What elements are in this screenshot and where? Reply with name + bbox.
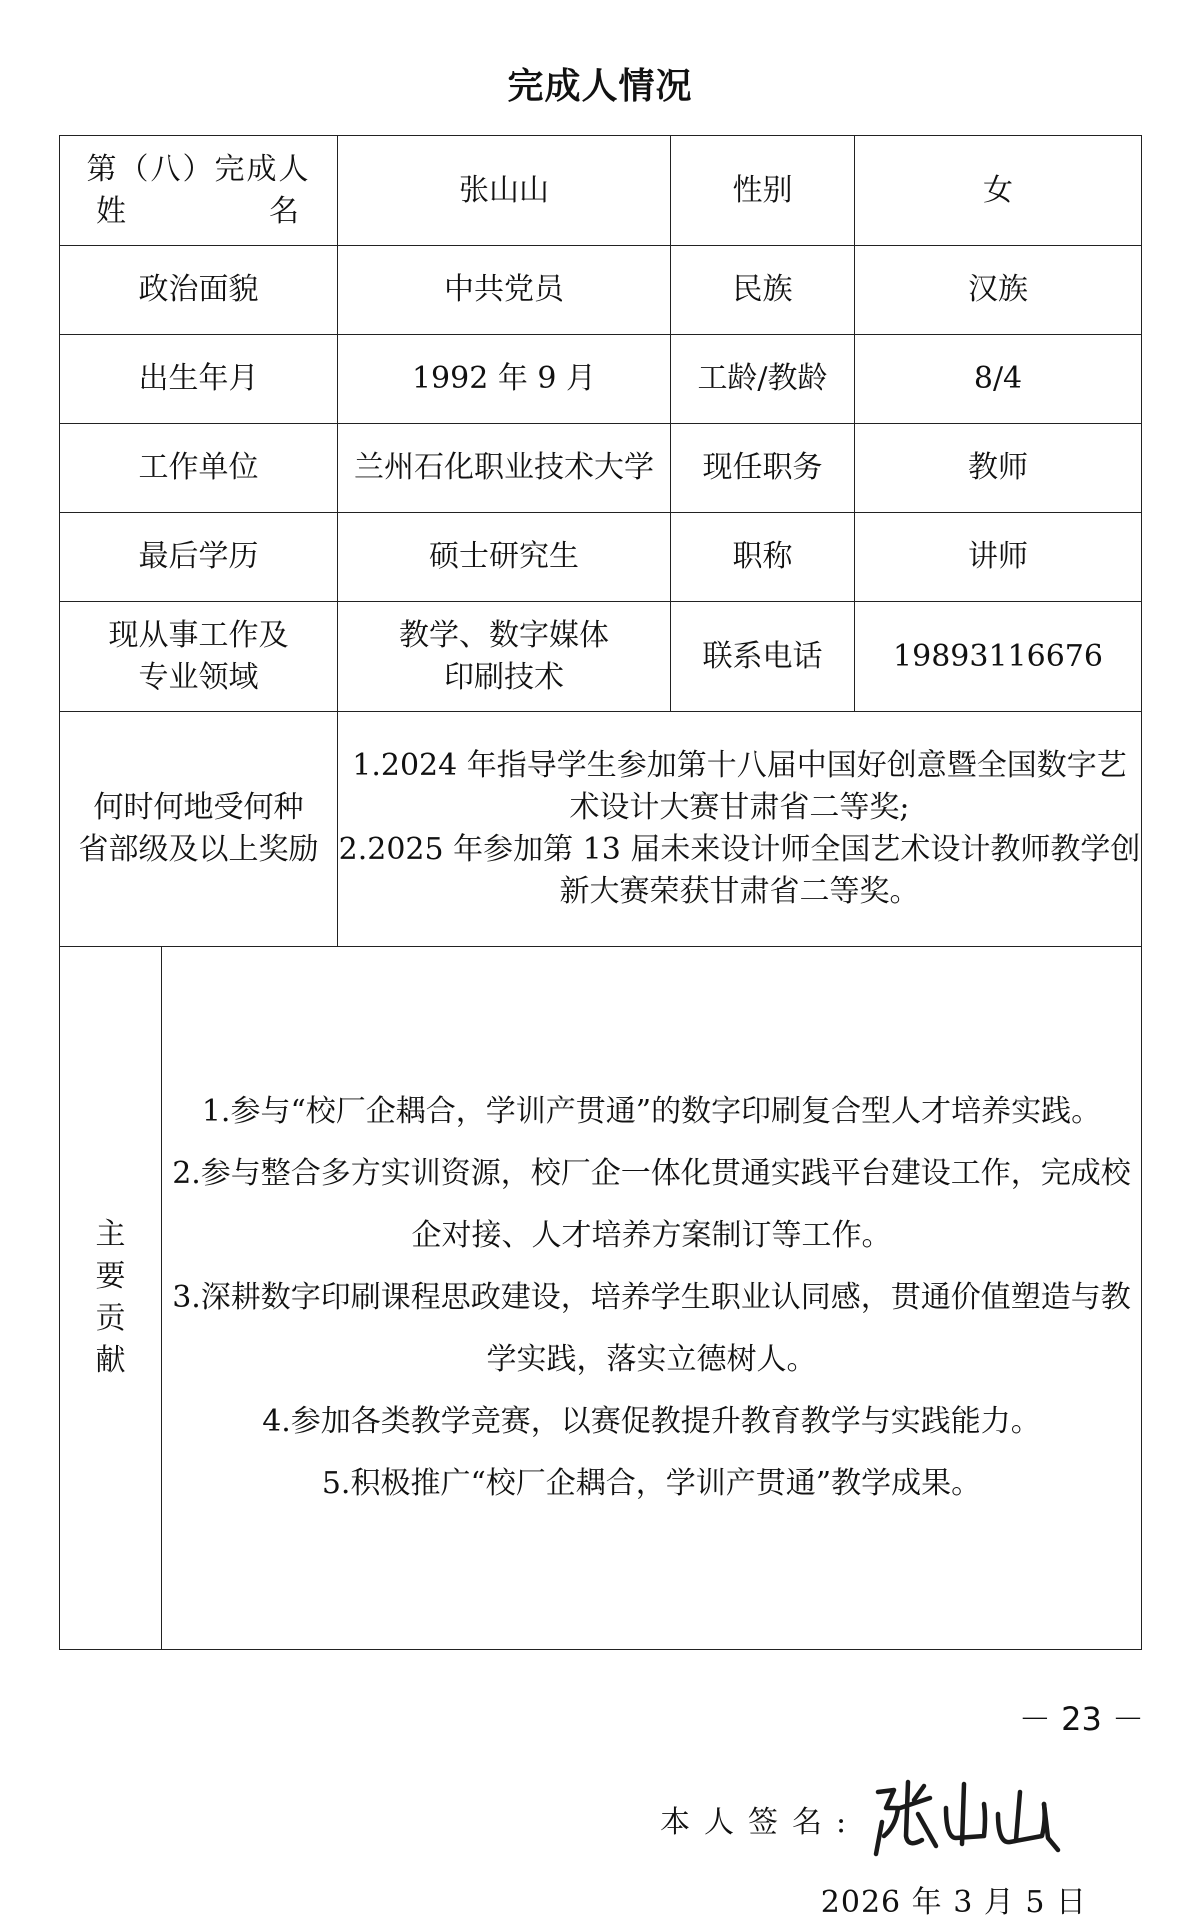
contribution-item: 3.深耕数字印刷课程思政建设，培养学生职业认同感，贯通价值塑造与教学实践，落实立德树人。 [172, 1280, 1131, 1377]
name-label-char-b: 名 [269, 193, 299, 229]
contribution-item: 5.积极推广“校厂企耦合，学训产贯通”教学成果。 [321, 1466, 982, 1501]
birth-value: 1992 年 9 月 [338, 335, 671, 424]
signature-date: 2026 年 3 月 5 日 [820, 1885, 1087, 1920]
name-value: 张山山 [338, 136, 671, 246]
contributions-list [162, 1081, 1141, 1515]
phone-value: 19893116676 [855, 602, 1142, 712]
table-row [60, 246, 1142, 335]
table-row [60, 947, 1142, 1650]
name-label-char-a: 姓 [96, 193, 126, 229]
contribution-item: 2.参与整合多方实训资源，校厂企一体化贯通实践平台建设工作，完成校企对接、人才培养方案制订等工作。 [172, 1156, 1131, 1253]
handwritten-signature [872, 1774, 1062, 1864]
field-label [60, 602, 338, 712]
table-row [60, 424, 1142, 513]
field-value-line2: 印刷技术 [444, 659, 564, 695]
gender-label: 性别 [671, 136, 855, 246]
field-label-line2: 专业领域 [138, 659, 259, 695]
education-value: 硕士研究生 [338, 513, 671, 602]
politics-label: 政治面貌 [60, 246, 338, 335]
contributions-label-char: 要 [95, 1259, 126, 1294]
signature-label: 本人签名: [660, 1805, 861, 1840]
phone-label: 联系电话 [671, 602, 855, 712]
name-label-line1: 第（八）完成人 [86, 151, 311, 187]
signature-row [162, 1782, 1141, 1862]
title-value: 讲师 [855, 513, 1142, 602]
award-item: 1.2024 年指导学生参加第十八届中国好创意暨全国数字艺术设计大赛甘肃省二等奖; [352, 748, 1127, 825]
gender-value: 女 [855, 136, 1142, 246]
awards-value [338, 712, 1142, 947]
seniority-label: 工龄/教龄 [671, 335, 855, 424]
seniority-value: 8/4 [855, 335, 1142, 424]
birth-label: 出生年月 [60, 335, 338, 424]
page-number: － 23 － [1018, 1700, 1144, 1738]
table-row [60, 335, 1142, 424]
contributions-label-char: 献 [95, 1343, 126, 1378]
politics-value: 中共党员 [338, 246, 671, 335]
table-row [60, 513, 1142, 602]
awards-label-line1: 何时何地受何种 [93, 790, 304, 825]
table-row [60, 602, 1142, 712]
page-title: 完成人情况 [507, 66, 693, 107]
ethnicity-label: 民族 [671, 246, 855, 335]
contribution-item: 4.参加各类教学竞赛，以赛促教提升教育教学与实践能力。 [262, 1404, 1041, 1439]
name-label-line2 [60, 191, 337, 233]
table-row [60, 136, 1142, 246]
contributions-label-char: 主 [95, 1217, 126, 1252]
award-item: 2.2025 年参加第 13 届未来设计师全国艺术设计教师教学创新大赛荣获甘肃省二等奖。 [338, 832, 1141, 909]
ethnicity-value: 汉族 [855, 246, 1142, 335]
field-value-line1: 教学、数字媒体 [399, 617, 609, 653]
field-value [338, 602, 671, 712]
employer-label: 工作单位 [60, 424, 338, 513]
title-label: 职称 [671, 513, 855, 602]
contributions-label [60, 947, 162, 1650]
name-label-cell [60, 136, 338, 246]
table-row [60, 712, 1142, 947]
education-label: 最后学历 [60, 513, 338, 602]
awards-label-line2: 省部级及以上奖励 [78, 832, 319, 867]
position-label: 现任职务 [671, 424, 855, 513]
awards-label [60, 712, 338, 947]
field-label-line1: 现从事工作及 [108, 617, 289, 653]
contribution-item: 1.参与“校厂企耦合，学训产贯通”的数字印刷复合型人才培养实践。 [201, 1094, 1102, 1129]
employer-value: 兰州石化职业技术大学 [338, 424, 671, 513]
contributions-label-char: 贡 [95, 1301, 126, 1336]
position-value: 教师 [855, 424, 1142, 513]
